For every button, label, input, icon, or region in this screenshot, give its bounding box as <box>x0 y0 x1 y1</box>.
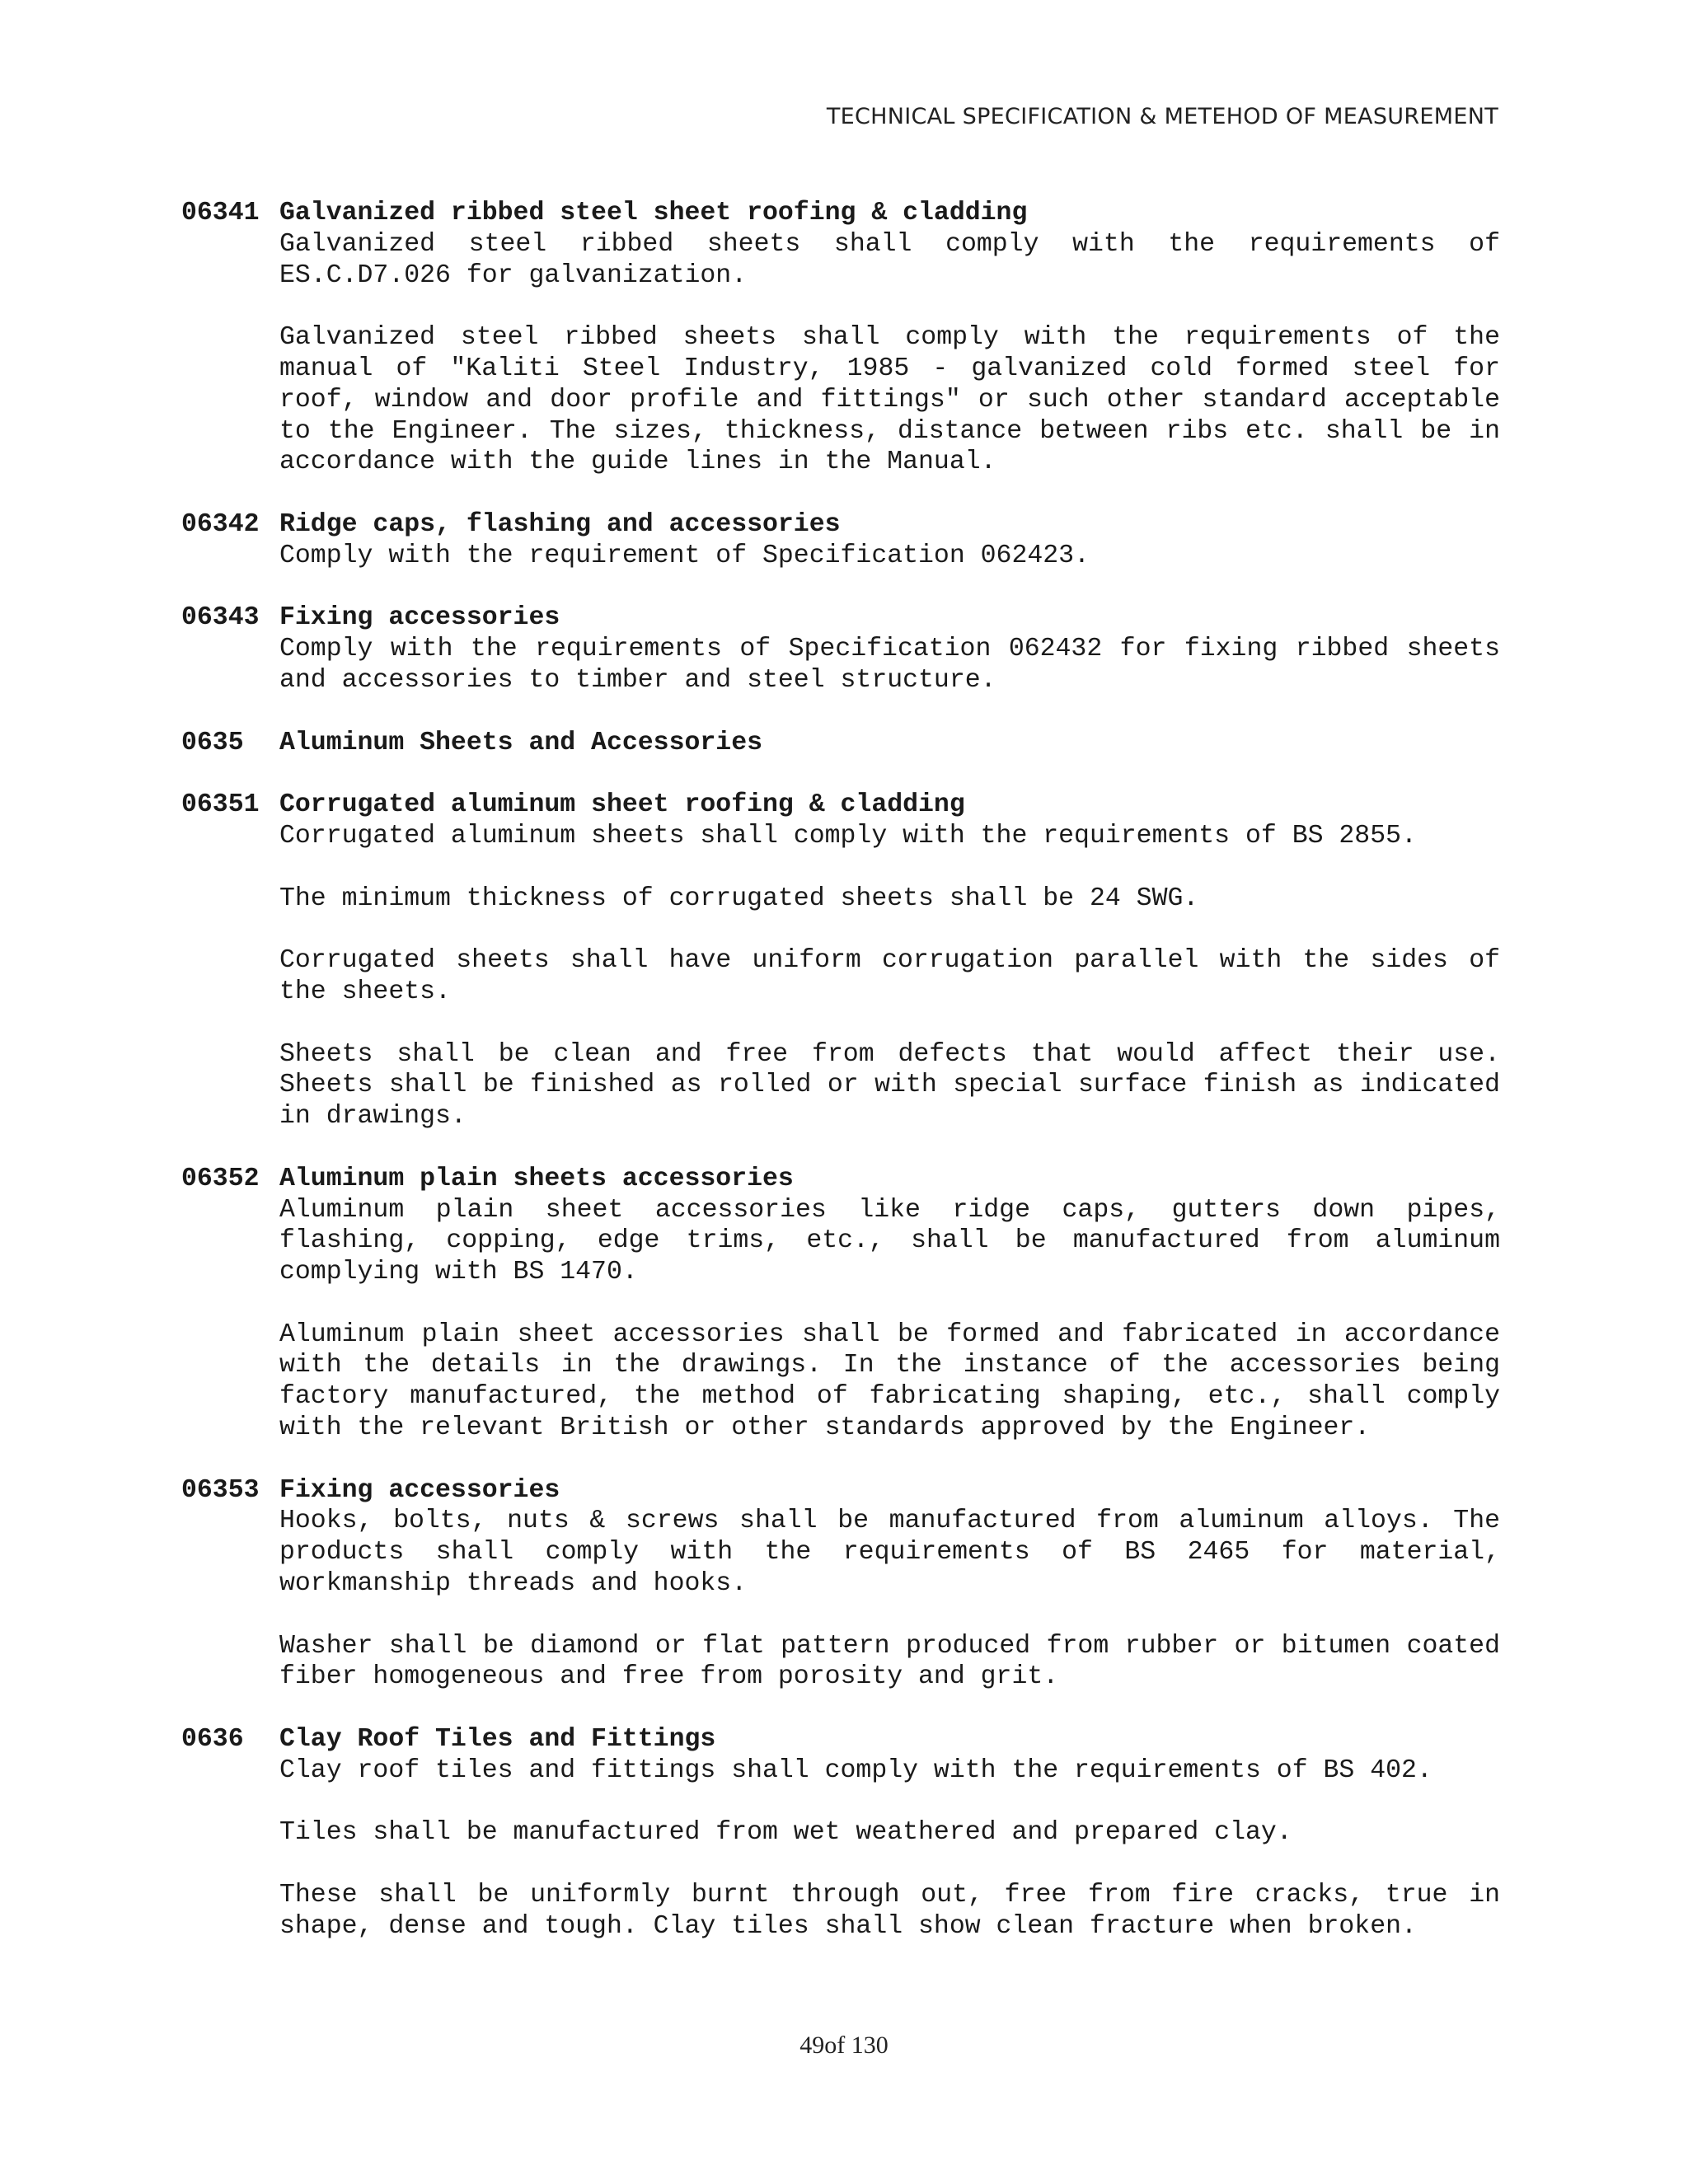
section-body <box>279 1755 1500 1943</box>
section-title: Fixing accessories <box>279 603 560 633</box>
section-0636 <box>181 1724 1500 1943</box>
section-number: 06351 <box>181 790 260 820</box>
section-title: Corrugated aluminum sheet roofing & cladding <box>279 790 965 820</box>
section-body <box>279 1506 1500 1693</box>
paragraph: Galvanized steel ribbed sheets shall comply with the requirements of ES.C.D7.026 for galvanization. <box>279 229 1500 290</box>
paragraph: Aluminum plain sheet accessories shall be formed and fabricated in accordance with the details in the drawings. In the instance of the accessories being factory manufactured, the method of fabricating shaping, etc., shall comply with the relevant British or other standards approved by the Engineer. <box>279 1319 1500 1443</box>
section-heading <box>181 1724 1500 1755</box>
section-06341 <box>181 198 1500 478</box>
section-06342 <box>181 509 1500 572</box>
section-06352 <box>181 1164 1500 1444</box>
document-body <box>181 198 1500 1973</box>
section-title: Clay Roof Tiles and Fittings <box>279 1725 716 1755</box>
section-body <box>279 1195 1500 1444</box>
paragraph: Tiles shall be manufactured from wet weathered and prepared clay. <box>279 1818 1292 1848</box>
running-header: TECHNICAL SPECIFICATION & METEHOD OF MEASUREMENT <box>826 104 1498 129</box>
section-body <box>279 229 1500 478</box>
section-0635 <box>181 728 1500 759</box>
section-title: Aluminum Sheets and Accessories <box>279 728 762 757</box>
paragraph: Hooks, bolts, nuts & screws shall be manufactured from aluminum alloys. The products shall comply with the requirements of BS 2465 for material, workmanship threads and hooks. <box>279 1507 1500 1599</box>
section-number: 06342 <box>181 509 260 539</box>
section-number: 06341 <box>181 199 260 227</box>
section-number: 06343 <box>181 603 260 633</box>
section-06343 <box>181 602 1500 696</box>
section-number: 06352 <box>181 1164 260 1193</box>
section-06351 <box>181 790 1500 1132</box>
paragraph: Comply with the requirement of Specification 062423. <box>279 541 1090 570</box>
section-body <box>279 541 1500 572</box>
section-title: Galvanized ribbed steel sheet roofing & cladding <box>279 199 1028 227</box>
section-heading <box>181 602 1500 634</box>
section-number: 0636 <box>181 1725 244 1755</box>
section-heading <box>181 509 1500 541</box>
section-title: Ridge caps, flashing and accessories <box>279 509 841 539</box>
section-06353 <box>181 1475 1500 1694</box>
paragraph: The minimum thickness of corrugated sheets shall be 24 SWG. <box>279 883 1199 913</box>
paragraph: Clay roof tiles and fittings shall comply with the requirements of BS 402. <box>279 1755 1432 1785</box>
section-title: Fixing accessories <box>279 1475 560 1505</box>
page-number: 49of 130 <box>799 2032 889 2059</box>
section-heading <box>181 1475 1500 1507</box>
section-number: 0635 <box>181 728 244 757</box>
paragraph: Corrugated sheets shall have uniform corrugation parallel with the sides of the sheets. <box>279 946 1500 1006</box>
paragraph: Galvanized steel ribbed sheets shall comply with the requirements of the manual of "Kaliti Steel Industry, 1985 - galvanized cold formed steel for roof, window and door profile and fittings" or such other standard acceptable to the Engineer. The sizes, thickness, distance between ribs etc. shall be in accordance with the guide lines in the Manual. <box>279 323 1500 477</box>
section-heading <box>181 198 1500 229</box>
section-title: Aluminum plain sheets accessories <box>279 1164 794 1193</box>
paragraph: Washer shall be diamond or flat pattern produced from rubber or bitumen coated fiber homogeneous and free from porosity and grit. <box>279 1631 1500 1692</box>
paragraph: Aluminum plain sheet accessories like ridge caps, gutters down pipes, flashing, copping, edge trims, etc., shall be manufactured from aluminum complying with BS 1470. <box>279 1195 1500 1287</box>
section-body <box>279 634 1500 696</box>
section-body <box>279 821 1500 1132</box>
section-number: 06353 <box>181 1475 260 1505</box>
paragraph: These shall be uniformly burnt through out, free from fire cracks, true in shape, dense and tough. Clay tiles shall show clean fracture when broken. <box>279 1881 1500 1941</box>
section-heading <box>181 790 1500 821</box>
paragraph: Comply with the requirements of Specification 062432 for fixing ribbed sheets and accessories to timber and steel structure. <box>279 635 1500 695</box>
section-heading <box>181 728 1500 759</box>
paragraph: Sheets shall be clean and free from defects that would affect their use. Sheets shall be finished as rolled or with special surface finish as indicated in drawings. <box>279 1039 1500 1132</box>
paragraph: Corrugated aluminum sheets shall comply with the requirements of BS 2855. <box>279 821 1417 851</box>
section-heading <box>181 1164 1500 1195</box>
